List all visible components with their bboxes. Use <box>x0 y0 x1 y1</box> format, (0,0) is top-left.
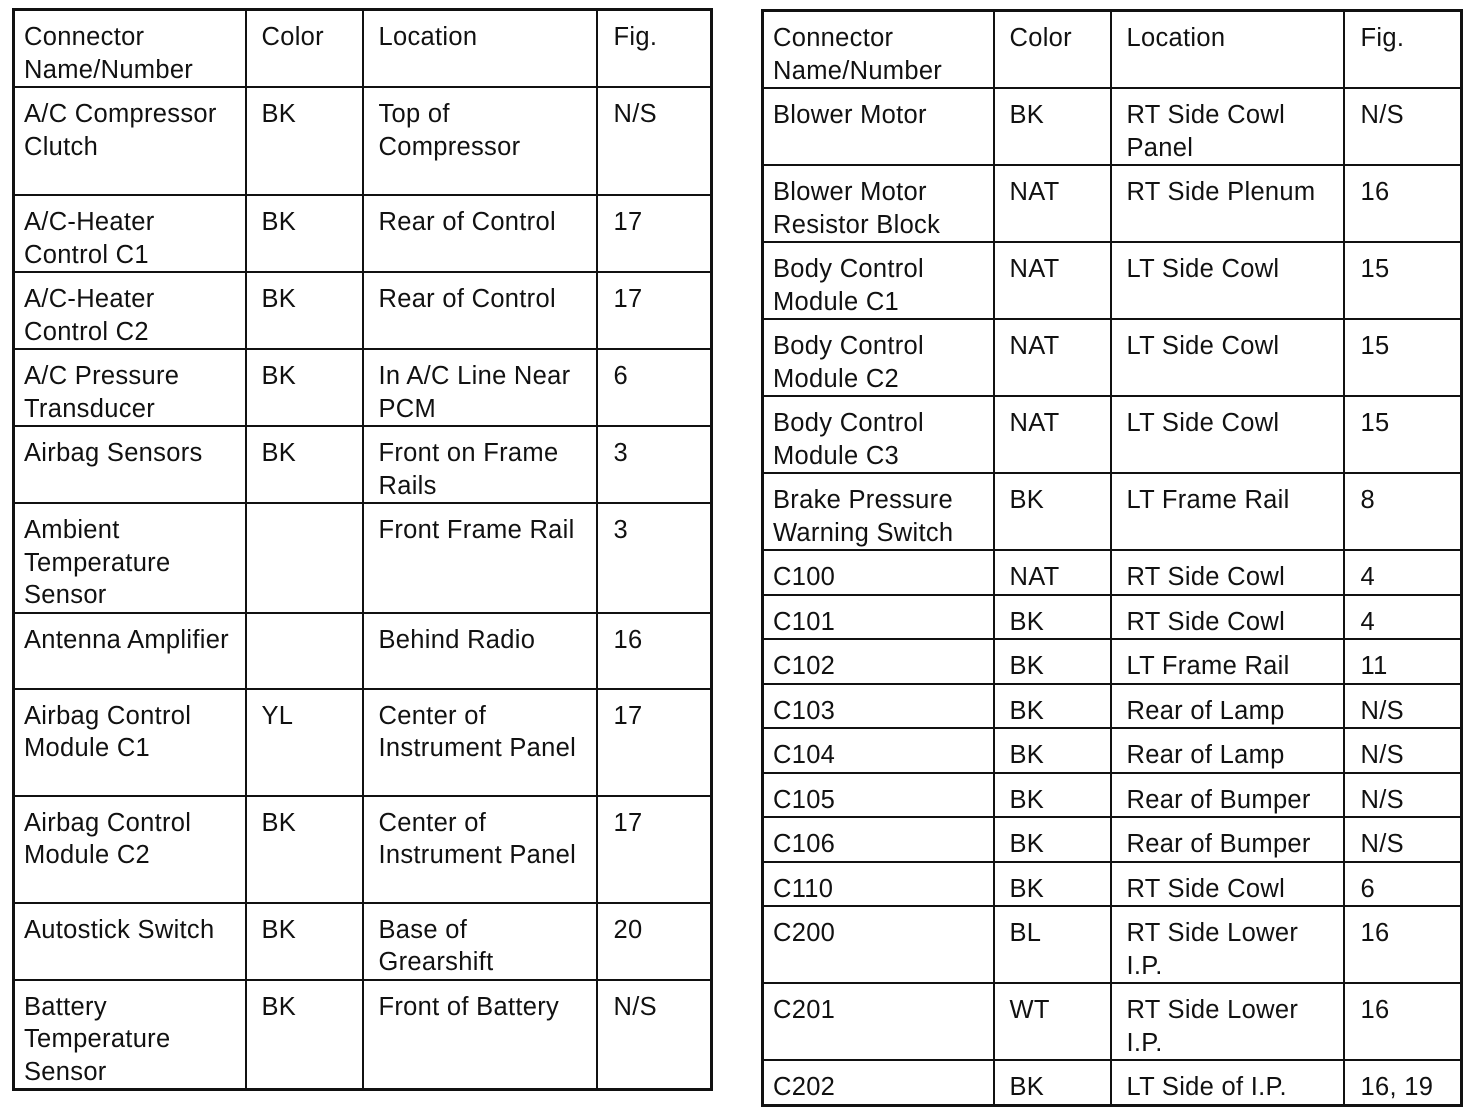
connector-location: Top of Compressor <box>363 87 597 195</box>
connector-name: C200 <box>763 906 994 983</box>
connector-color: BK <box>246 272 363 349</box>
connector-color: BK <box>994 1060 1111 1105</box>
header-location: Location <box>1111 11 1344 89</box>
connector-fig: 3 <box>597 503 712 613</box>
table-row <box>763 396 1462 473</box>
table-row <box>763 684 1462 729</box>
connector-location: RT Side Cowl <box>1111 595 1344 640</box>
connector-name: A/C-Heater Control C1 <box>14 195 246 272</box>
connector-location: RT Side Lower I.P. <box>1111 983 1344 1060</box>
connector-name: A/C Compressor Clutch <box>14 87 246 195</box>
connector-color: NAT <box>994 396 1111 473</box>
connector-name: C101 <box>763 595 994 640</box>
connector-color: BK <box>994 88 1111 165</box>
connector-color: NAT <box>994 319 1111 396</box>
table-row <box>763 473 1462 550</box>
connector-fig: 17 <box>597 689 712 796</box>
connector-fig: N/S <box>1344 817 1462 862</box>
connector-name: C103 <box>763 684 994 729</box>
connector-name: Airbag Sensors <box>14 426 246 503</box>
table-row <box>763 1060 1462 1105</box>
table-row <box>14 426 712 503</box>
connector-location: RT Side Lower I.P. <box>1111 906 1344 983</box>
connector-color: BK <box>994 728 1111 773</box>
connector-color: NAT <box>994 242 1111 319</box>
table-row <box>14 613 712 689</box>
connector-location: Rear of Bumper <box>1111 817 1344 862</box>
connector-fig: 16 <box>597 613 712 689</box>
connector-name: C202 <box>763 1060 994 1105</box>
connector-color: BK <box>994 773 1111 818</box>
connector-color: BK <box>994 862 1111 907</box>
connector-name: Blower Motor Resistor Block <box>763 165 994 242</box>
connector-color: NAT <box>994 165 1111 242</box>
connector-location: LT Side Cowl <box>1111 319 1344 396</box>
connector-location: Base of Grearshift <box>363 903 597 980</box>
header-connector-name: Connector Name/Number <box>14 10 246 88</box>
connector-color: BK <box>246 426 363 503</box>
connector-fig: 17 <box>597 195 712 272</box>
connector-name: Antenna Amplifier <box>14 613 246 689</box>
header-fig: Fig. <box>1344 11 1462 89</box>
connector-fig: 15 <box>1344 242 1462 319</box>
connector-location: Front Frame Rail <box>363 503 597 613</box>
connector-fig: 20 <box>597 903 712 980</box>
table-row <box>763 983 1462 1060</box>
connector-color: BK <box>246 349 363 426</box>
connector-color: YL <box>246 689 363 796</box>
connector-name: Airbag Control Module C1 <box>14 689 246 796</box>
table-row <box>763 595 1462 640</box>
table-row <box>14 349 712 426</box>
connector-fig: N/S <box>597 980 712 1090</box>
connector-name: A/C Pressure Transducer <box>14 349 246 426</box>
connector-name: A/C-Heater Control C2 <box>14 272 246 349</box>
connector-color: BK <box>246 903 363 980</box>
table-row <box>14 195 712 272</box>
header-fig: Fig. <box>597 10 712 88</box>
table-row <box>14 980 712 1090</box>
connector-name: Body Control Module C2 <box>763 319 994 396</box>
header-color: Color <box>994 11 1111 89</box>
connector-location: RT Side Plenum <box>1111 165 1344 242</box>
header-row <box>14 10 712 88</box>
connector-location: Front of Battery <box>363 980 597 1090</box>
connector-fig: 16 <box>1344 906 1462 983</box>
table-row <box>14 796 712 903</box>
connector-name: C110 <box>763 862 994 907</box>
table-row <box>763 773 1462 818</box>
connector-fig: 17 <box>597 272 712 349</box>
connector-name: C106 <box>763 817 994 862</box>
connector-color: BK <box>994 639 1111 684</box>
connector-name: C104 <box>763 728 994 773</box>
table-row <box>763 639 1462 684</box>
connector-name: Battery Temperature Sensor <box>14 980 246 1090</box>
connector-color: BK <box>994 595 1111 640</box>
connector-color: BK <box>994 473 1111 550</box>
connector-location: Front on Frame Rails <box>363 426 597 503</box>
connector-fig: N/S <box>1344 773 1462 818</box>
connector-location: LT Side Cowl <box>1111 396 1344 473</box>
connector-name: Brake Pressure Warning Switch <box>763 473 994 550</box>
connector-location: Rear of Control <box>363 272 597 349</box>
connector-fig: 4 <box>1344 595 1462 640</box>
connector-location: LT Frame Rail <box>1111 473 1344 550</box>
connector-color <box>246 503 363 613</box>
connector-name: Blower Motor <box>763 88 994 165</box>
connector-location: RT Side Cowl Panel <box>1111 88 1344 165</box>
connector-fig: 15 <box>1344 396 1462 473</box>
connector-location: LT Side Cowl <box>1111 242 1344 319</box>
connector-location: Rear of Lamp <box>1111 684 1344 729</box>
connector-location: In A/C Line Near PCM <box>363 349 597 426</box>
connector-location: RT Side Cowl <box>1111 550 1344 595</box>
connector-location: LT Frame Rail <box>1111 639 1344 684</box>
connector-name: C100 <box>763 550 994 595</box>
table-row <box>763 165 1462 242</box>
connector-color: BK <box>994 684 1111 729</box>
table-row <box>763 319 1462 396</box>
connector-fig: 4 <box>1344 550 1462 595</box>
connector-color: NAT <box>994 550 1111 595</box>
connector-name: Body Control Module C1 <box>763 242 994 319</box>
header-color: Color <box>246 10 363 88</box>
table-row <box>763 728 1462 773</box>
connector-name: Ambient Temperature Sensor <box>14 503 246 613</box>
connector-color: BK <box>994 817 1111 862</box>
connector-fig: N/S <box>1344 728 1462 773</box>
connector-location: LT Side of I.P. <box>1111 1060 1344 1105</box>
connector-fig: 15 <box>1344 319 1462 396</box>
connector-fig: 16 <box>1344 983 1462 1060</box>
connector-fig: N/S <box>597 87 712 195</box>
connector-color: BK <box>246 195 363 272</box>
connector-color <box>246 613 363 689</box>
connector-name: C102 <box>763 639 994 684</box>
connector-fig: 3 <box>597 426 712 503</box>
table-row <box>14 689 712 796</box>
connector-name: Body Control Module C3 <box>763 396 994 473</box>
connector-fig: 11 <box>1344 639 1462 684</box>
table-row <box>763 88 1462 165</box>
connector-name: Airbag Control Module C2 <box>14 796 246 903</box>
connector-fig: 6 <box>1344 862 1462 907</box>
connector-location: Center of Instrument Panel <box>363 689 597 796</box>
connector-color: WT <box>994 983 1111 1060</box>
table-row <box>763 550 1462 595</box>
table-row <box>14 903 712 980</box>
connector-location: RT Side Cowl <box>1111 862 1344 907</box>
table-row <box>14 272 712 349</box>
connector-color: BK <box>246 87 363 195</box>
header-connector-name: Connector Name/Number <box>763 11 994 89</box>
table-row <box>763 817 1462 862</box>
connector-fig: 16 <box>1344 165 1462 242</box>
connector-name: Autostick Switch <box>14 903 246 980</box>
header-location: Location <box>363 10 597 88</box>
connector-fig: N/S <box>1344 684 1462 729</box>
connector-color: BL <box>994 906 1111 983</box>
connector-location: Behind Radio <box>363 613 597 689</box>
connector-table-left <box>12 8 713 1091</box>
table-row <box>763 862 1462 907</box>
connector-name: C105 <box>763 773 994 818</box>
connector-location: Rear of Lamp <box>1111 728 1344 773</box>
connector-fig: 17 <box>597 796 712 903</box>
table-row <box>14 503 712 613</box>
header-row <box>763 11 1462 89</box>
connector-fig: 16, 19 <box>1344 1060 1462 1105</box>
connector-fig: 8 <box>1344 473 1462 550</box>
connector-color: BK <box>246 980 363 1090</box>
table-row <box>763 242 1462 319</box>
connector-fig: N/S <box>1344 88 1462 165</box>
connector-table-right <box>761 9 1463 1107</box>
connector-name: C201 <box>763 983 994 1060</box>
connector-color: BK <box>246 796 363 903</box>
connector-location: Center of Instrument Panel <box>363 796 597 903</box>
connector-location: Rear of Bumper <box>1111 773 1344 818</box>
connector-location: Rear of Control <box>363 195 597 272</box>
connector-fig: 6 <box>597 349 712 426</box>
table-row <box>763 906 1462 983</box>
table-row <box>14 87 712 195</box>
